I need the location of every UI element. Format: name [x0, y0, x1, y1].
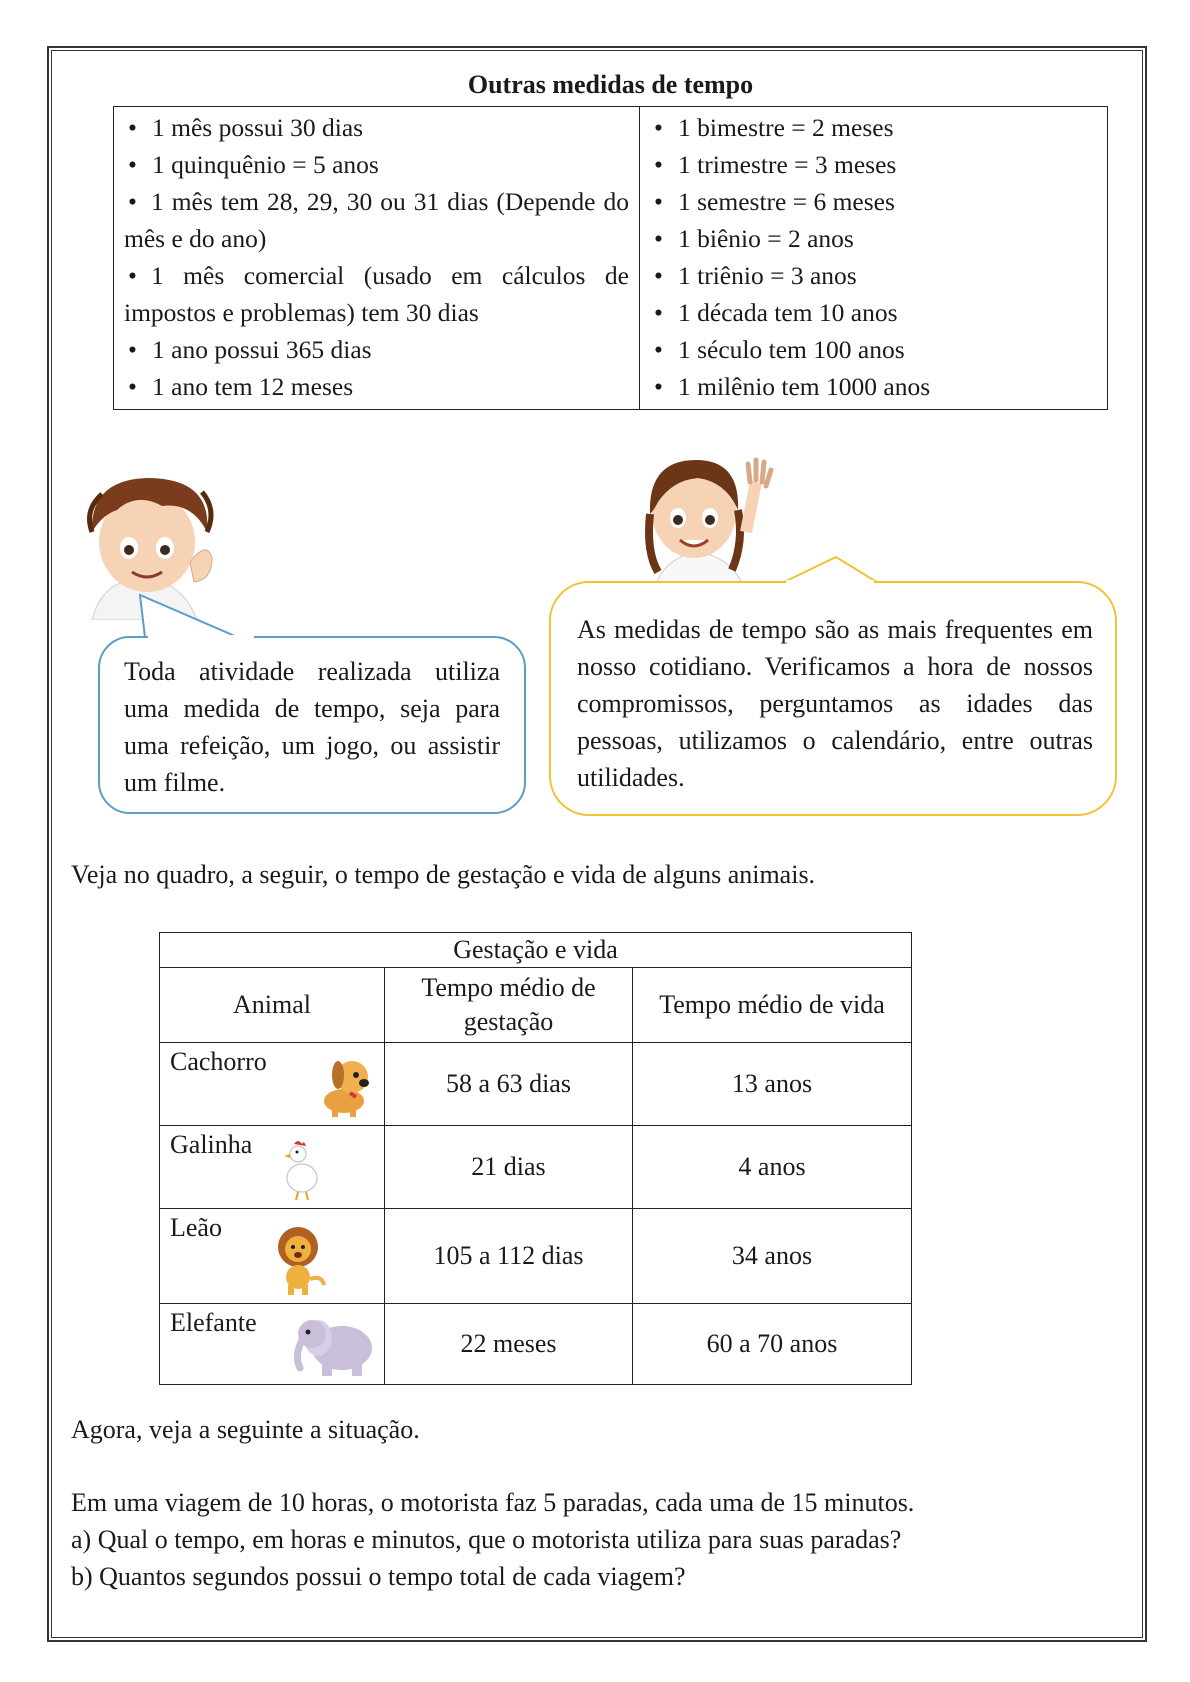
measure-item: • 1 quinquênio = 5 anos — [128, 150, 379, 179]
table-row — [160, 1209, 912, 1304]
boy-speech-bubble — [98, 636, 526, 814]
measure-item: • 1 ano tem 12 meses — [128, 372, 354, 401]
gestation-value: 21 dias — [385, 1126, 633, 1209]
boy-illustration — [62, 470, 232, 620]
girl-speech-text: As medidas de tempo são as mais frequentes em nosso cotidiano. Verificamos a hora de nossos compromissos, perguntamos as idades das pessoas, utilizamos o calendário, entre outras utilidades. — [577, 615, 1093, 792]
measure-item: • 1 mês tem 28, 29, 30 ou 31 dias (Depende do mês e do ano) — [124, 187, 629, 253]
measure-item: • 1 trimestre = 3 meses — [654, 150, 897, 179]
measure-item: • 1 milênio tem 1000 anos — [654, 372, 931, 401]
animal-cell — [160, 1209, 385, 1304]
gestation-value: 22 meses — [385, 1304, 633, 1385]
measures-left-column — [114, 107, 640, 409]
measure-item: • 1 mês comercial (usado em cálculos de impostos e problemas) tem 30 dias — [124, 261, 629, 327]
life-value: 13 anos — [633, 1043, 912, 1126]
measure-item: • 1 triênio = 3 anos — [654, 261, 857, 290]
animal-name: Cachorro — [170, 1047, 267, 1076]
table-row — [160, 1126, 912, 1209]
lion-icon — [270, 1225, 330, 1297]
section-title: Outras medidas de tempo — [467, 70, 754, 99]
situation-intro: Agora, veja a seguinte a situação. — [71, 1415, 420, 1444]
chicken-icon — [282, 1136, 322, 1202]
table-caption: Gestação e vida — [160, 933, 912, 968]
measure-item: • 1 década tem 10 anos — [654, 298, 898, 327]
animal-name: Elefante — [170, 1308, 257, 1337]
problem-statement: Em uma viagem de 10 horas, o motorista faz 5 paradas, cada uma de 15 minutos. — [71, 1488, 915, 1517]
life-value: 34 anos — [633, 1209, 912, 1304]
table-row — [160, 1043, 912, 1126]
animal-name: Leão — [170, 1213, 222, 1242]
measure-item: • 1 biênio = 2 anos — [654, 224, 854, 253]
life-value: 60 a 70 anos — [633, 1304, 912, 1385]
time-measures-box — [113, 106, 1108, 410]
dog-icon — [314, 1053, 376, 1119]
gestation-value: 105 a 112 dias — [385, 1209, 633, 1304]
gestation-life-table — [159, 932, 912, 1385]
gestation-value: 58 a 63 dias — [385, 1043, 633, 1126]
animal-cell — [160, 1304, 385, 1385]
question-a: a) Qual o tempo, em horas e minutos, que o motorista utiliza para suas paradas? — [71, 1525, 902, 1554]
life-value: 4 anos — [633, 1126, 912, 1209]
table-intro-text: Veja no quadro, a seguir, o tempo de gestação e vida de alguns animais. — [71, 860, 816, 889]
question-b: b) Quantos segundos possui o tempo total de cada viagem? — [71, 1562, 686, 1591]
column-header-gestation: Tempo médio de gestação — [385, 968, 633, 1043]
elephant-icon — [292, 1310, 378, 1380]
measure-item: • 1 século tem 100 anos — [654, 335, 905, 364]
boy-speech-text: Toda atividade realizada utiliza uma medida de tempo, seja para uma refeição, um jogo, ou assistir um filme. — [124, 657, 500, 797]
column-header-life: Tempo médio de vida — [633, 968, 912, 1043]
measure-item: • 1 semestre = 6 meses — [654, 187, 895, 216]
table-row — [160, 1304, 912, 1385]
measure-item: • 1 mês possui 30 dias — [128, 113, 364, 142]
column-header-animal: Animal — [160, 968, 385, 1043]
animal-name: Galinha — [170, 1130, 253, 1159]
animal-cell — [160, 1043, 385, 1126]
animal-cell — [160, 1126, 385, 1209]
measure-item: • 1 bimestre = 2 meses — [654, 113, 894, 142]
measure-item: • 1 ano possui 365 dias — [128, 335, 372, 364]
girl-illustration — [628, 452, 788, 592]
girl-speech-bubble — [549, 581, 1117, 816]
measures-right-column — [640, 107, 1107, 409]
